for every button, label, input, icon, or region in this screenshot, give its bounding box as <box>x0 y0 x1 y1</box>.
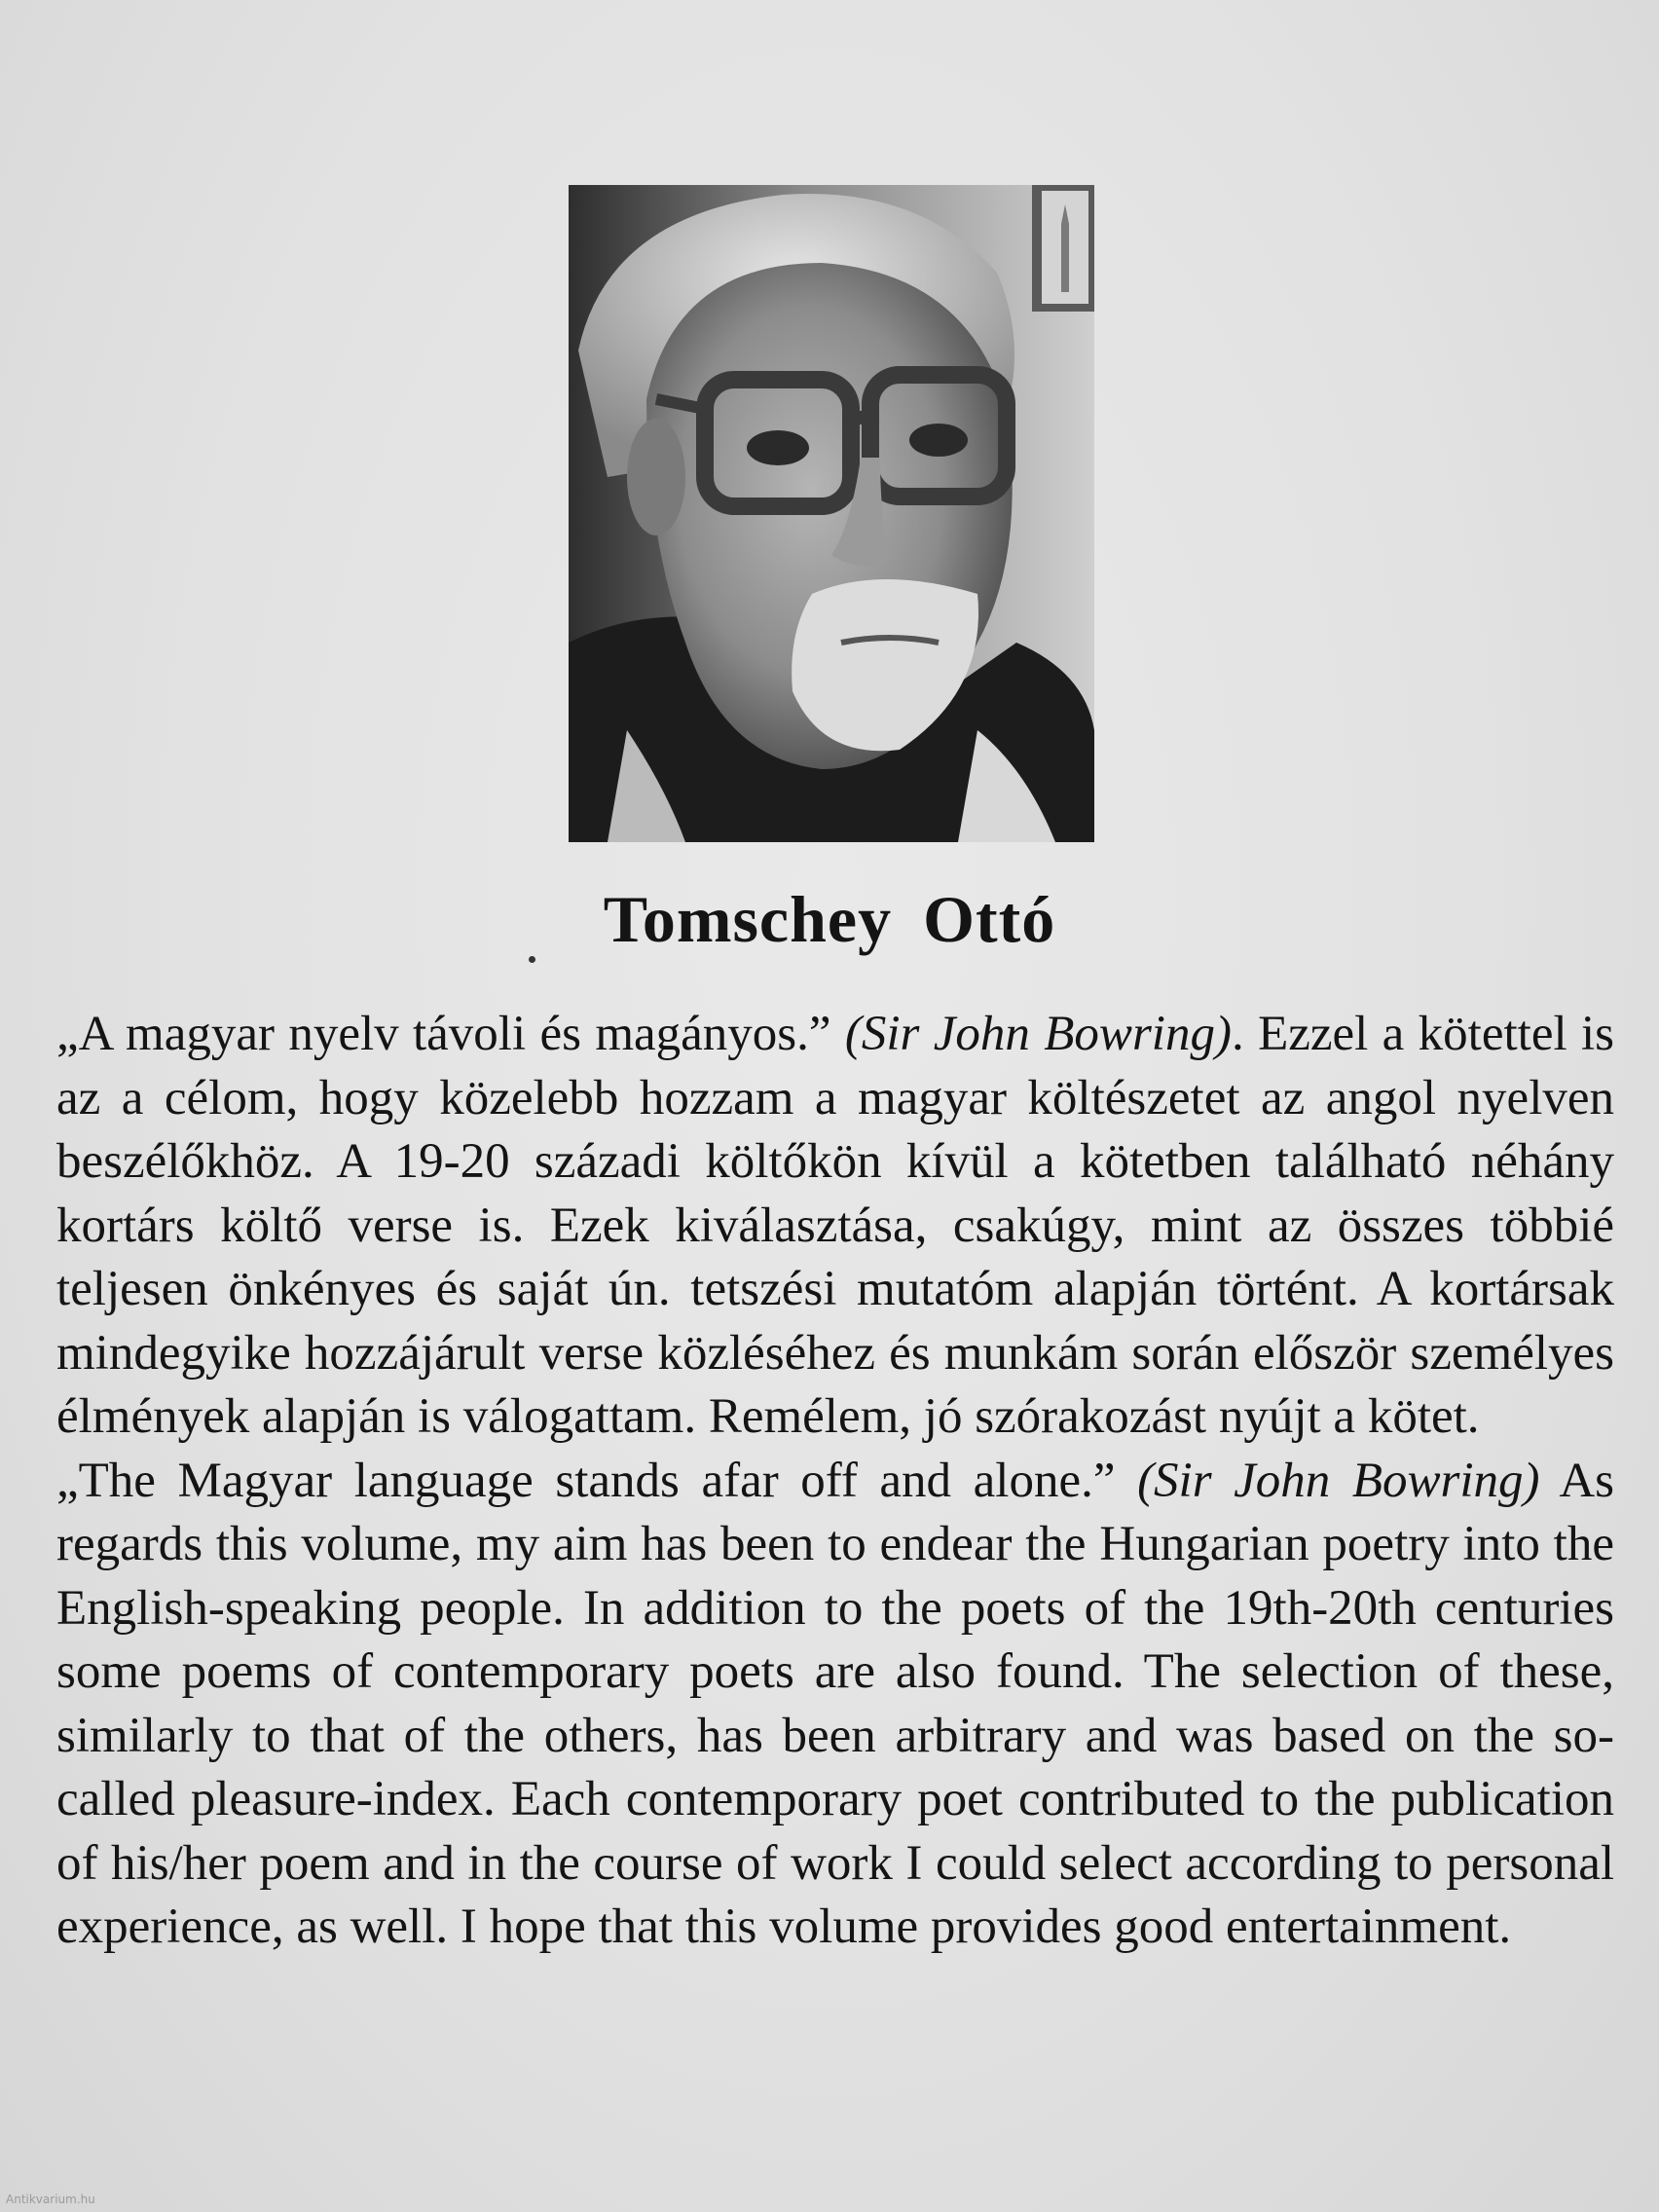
hungarian-body: . Ezzel a kötettel is az a célom, hogy közelebb hozzam a magyar költészetet az angol nyelven beszélőkhöz. A 19-20 századi költőkön kívül a kötetben található néhány kortárs költő verse is. Ezek kiválasztása, csakúgy, mint az összes többié teljesen önkényes és saját ún. tetszési mutatóm alapján történt. A kortársak mindegyike hozzájárult verse közléséhez és munkám során először személyes élmények alapján is válogattam. Remélem, jó szórakozást nyújt a kötet. <box>56 1007 1615 1444</box>
hungarian-attribution: (Sir John Bowring) <box>844 1007 1232 1061</box>
english-attribution: (Sir John Bowring) <box>1137 1453 1540 1508</box>
english-paragraph <box>56 1450 1614 1960</box>
english-quote: „The Magyar language stands afar off and alone.” <box>56 1453 1116 1508</box>
author-name-title: Tomschey Ottó <box>603 882 1056 956</box>
portrait-image <box>569 185 1094 842</box>
introduction-text <box>56 1003 1614 1960</box>
hungarian-quote: „A magyar nyelv távoli és magányos.” <box>56 1007 831 1061</box>
hungarian-paragraph <box>56 1003 1614 1450</box>
author-portrait <box>569 185 1094 842</box>
english-body: As regards this volume, my aim has been to endear the Hungarian poetry into the English-speaking people. In addition to the poets of the 19th-20th centuries some poems of contemporary poets are also found. The selection of these, similarly to that of the others, has been arbitrary and was based on the so-called pleasure-index. Each contemporary poet contributed to the publication of his/her poem and in the course of work I could select according to personal experience, as well. I hope that this volume provides good entertainment. <box>56 1453 1614 1954</box>
watermark: Antikvarium.hu <box>6 2193 95 2206</box>
print-speck <box>529 956 535 963</box>
